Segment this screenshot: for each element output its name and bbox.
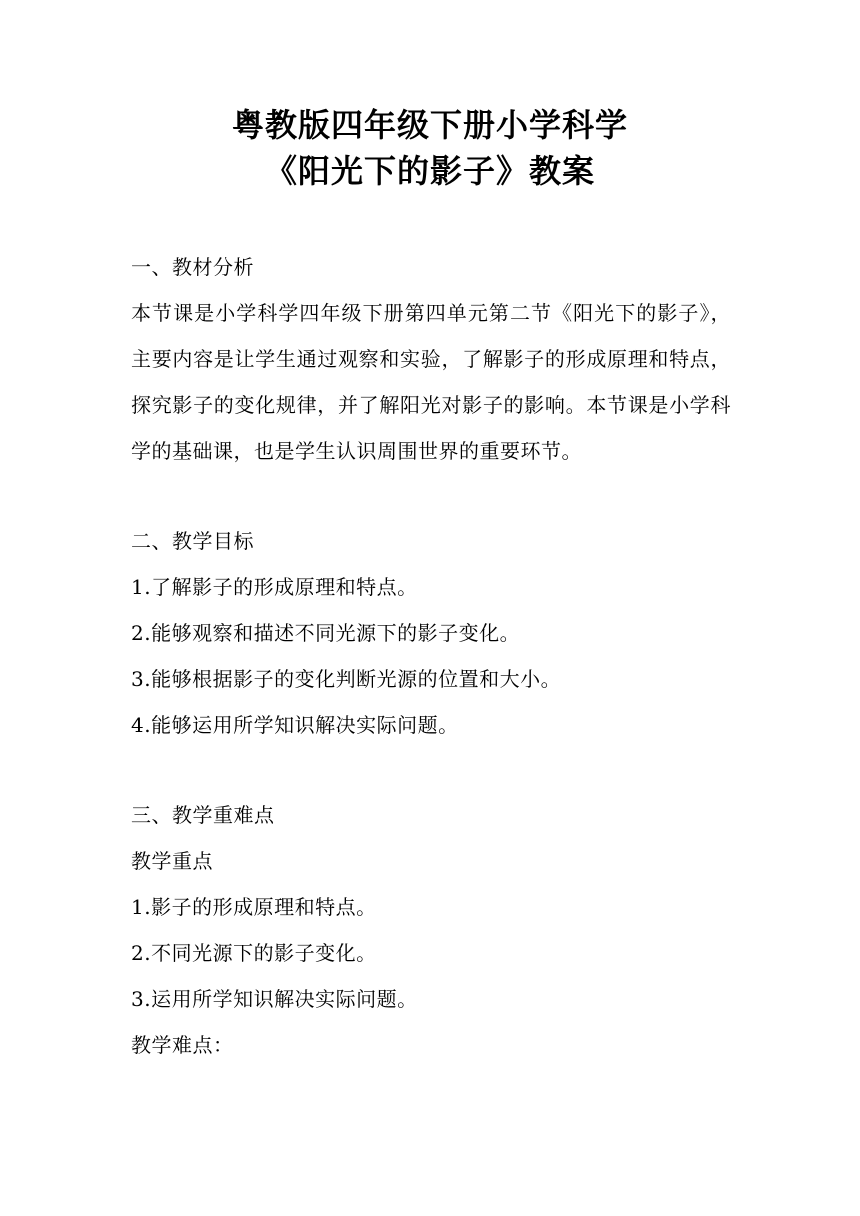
document-title-line-1: 粤教版四年级下册小学科学 (231, 106, 628, 144)
section-paragraph-materials: 本节课是小学科学四年级下册第四单元第二节《阳光下的影子》，主要内容是让学生通过观察和实验，了解影子的形成原理和特点，探究影子的变化规律，并了解阳光对影子的影响。本节课是小学科学的基础课，也是学生认识周围世界的重要环节。 (131, 301, 731, 463)
section-heading-materials: 一、教材分析 (131, 255, 254, 279)
objective-item: 2.能够观察和描述不同光源下的影子变化。 (131, 621, 521, 645)
document-body (131, 244, 731, 1068)
key-point-item: 2.不同光源下的影子变化。 (131, 941, 377, 965)
key-points-label: 教学重点 (131, 849, 213, 873)
difficult-points-label: 教学难点： (131, 1033, 234, 1057)
document-title-line-2: 《阳光下的影子》教案 (264, 152, 595, 190)
spacer (131, 748, 731, 792)
section-heading-objectives: 二、教学目标 (131, 529, 254, 553)
objective-item: 1.了解影子的形成原理和特点。 (131, 575, 418, 599)
objective-item: 3.能够根据影子的变化判断光源的位置和大小。 (131, 667, 562, 691)
objective-item: 4.能够运用所学知识解决实际问题。 (131, 713, 459, 737)
section-heading-key-difficult: 三、教学重难点 (131, 803, 275, 827)
key-point-item: 3.运用所学知识解决实际问题。 (131, 987, 418, 1011)
key-point-item: 1.影子的形成原理和特点。 (131, 895, 377, 919)
spacer (131, 474, 731, 518)
